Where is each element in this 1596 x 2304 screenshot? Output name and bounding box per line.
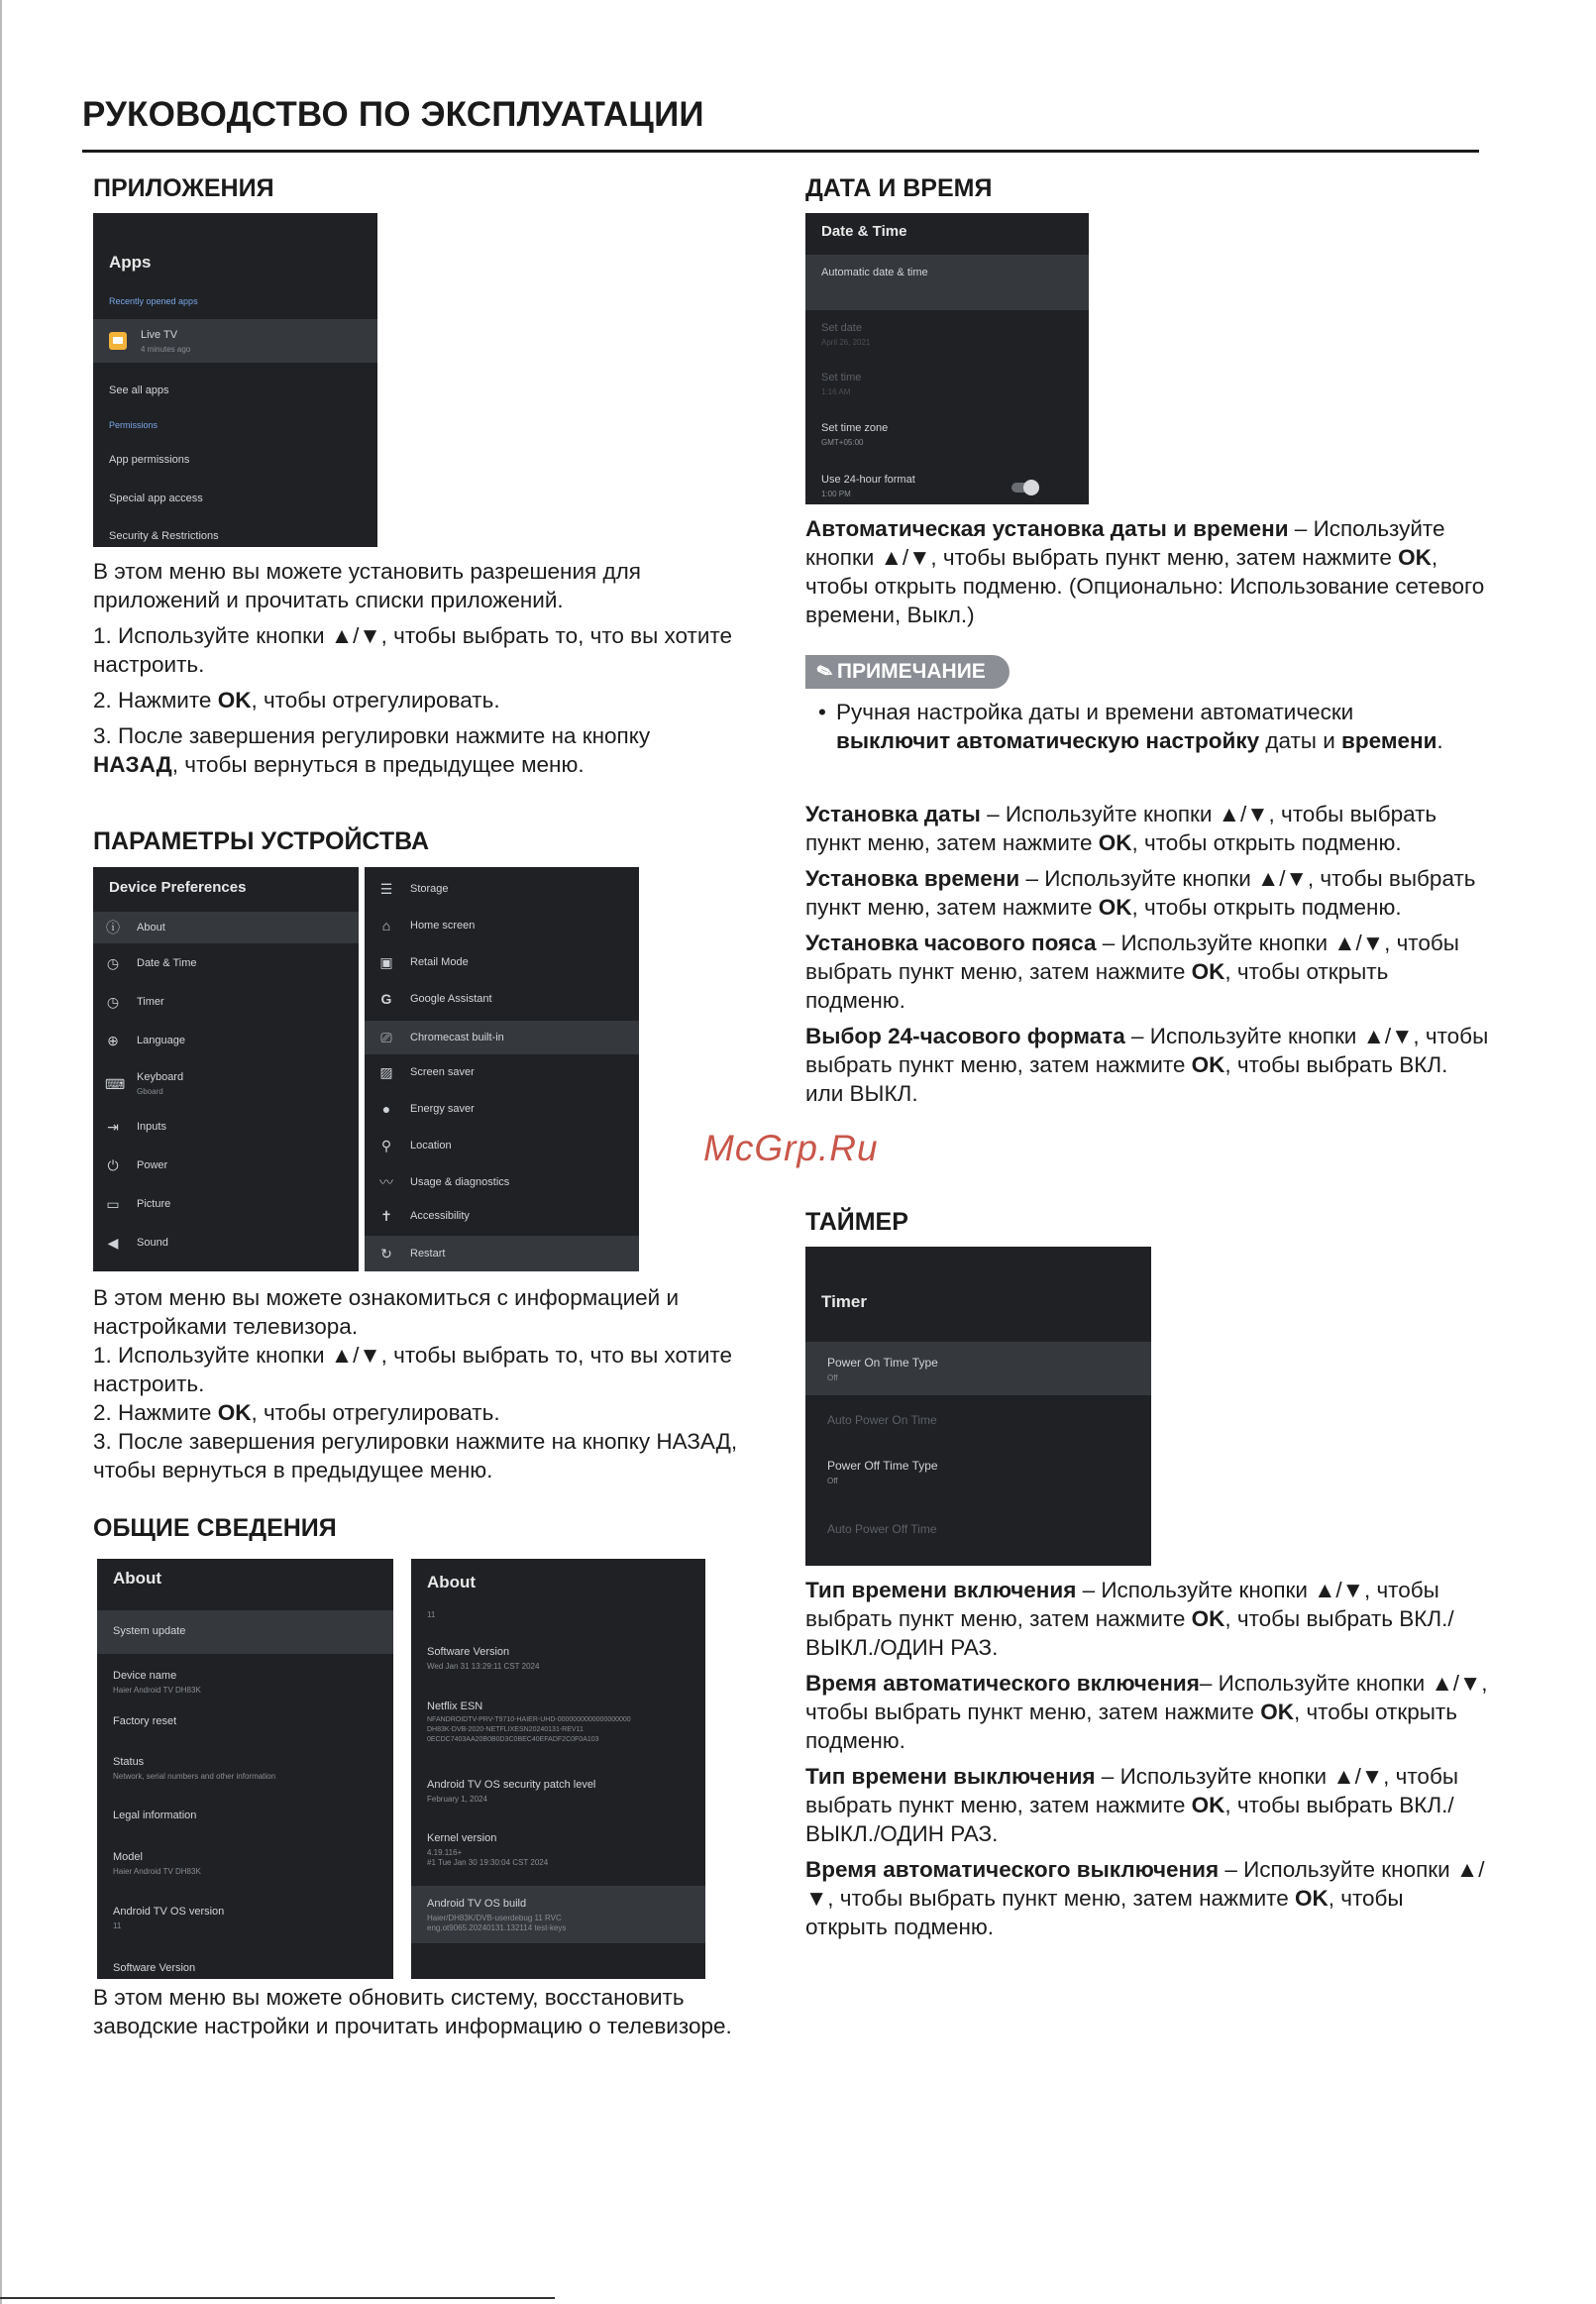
device-row-location: ⚲ Location: [365, 1132, 639, 1161]
about-factory-reset: Factory reset: [113, 1715, 177, 1727]
input-icon: ⇥: [107, 1119, 119, 1135]
lightbulb-icon: ●: [381, 1101, 391, 1117]
device-text-1: В этом меню вы можете ознакомиться с информацией и настройками телевизора.: [93, 1285, 680, 1339]
set-date-text: Установка даты – Используйте кнопки ▲/▼, чтобы выбрать пункт меню, затем нажмите OK, чтобы открыть подменю.: [805, 802, 1437, 855]
live-tv-label: Live TV: [141, 329, 178, 341]
datetime-time-zone: Set time zone: [821, 422, 889, 434]
about-device-name-sub: Haier Android TV DH83K: [113, 1686, 201, 1695]
about-status-sub: Network, serial numbers and other information: [113, 1772, 276, 1781]
datetime-auto-text: Автоматическая установка даты и времени – Используйте кнопки ▲/▼, чтобы выбрать пункт меню, затем нажмите OK, чтобы открыть подменю. (Опционально: Использование сетевого времени, Выкл.): [805, 516, 1485, 627]
about-netflix-sub-3: 0ECDC7403AA20B0B0D3C0BEC40EFADF2C0F0A103: [427, 1736, 599, 1743]
device-row-timer: ◷ Timer: [106, 994, 164, 1010]
about-status: Status: [113, 1756, 145, 1768]
datetime-set-time: Set time: [821, 372, 862, 384]
device-row-language: ⊕ Language: [93, 1029, 359, 1058]
live-tv-icon: [109, 332, 127, 350]
about-security-patch-sub: February 1, 2024: [427, 1795, 487, 1804]
device-prefs-right-screenshot: [365, 867, 639, 1271]
device-row-accessibility: ✝ Accessibility: [365, 1202, 639, 1232]
apps-step-1: 1. Используйте кнопки ▲/▼, чтобы выбрать то, что вы хотите настроить.: [93, 623, 732, 677]
about-kernel: Kernel version: [427, 1832, 497, 1844]
timer-text-1: Тип времени включения – Используйте кнопки ▲/▼, чтобы выбрать пункт меню, затем нажмите OK, чтобы выбрать ВКЛ./ВЫКЛ./ОДИН РАЗ.: [805, 1578, 1454, 1660]
datetime-heading: ДАТА И ВРЕМЯ: [805, 174, 993, 202]
bullet-dot: •: [818, 700, 826, 724]
datetime-row-auto: Automatic date & time: [805, 255, 1089, 310]
storage-icon: ☰: [379, 881, 393, 897]
about-right-title: About: [427, 1573, 477, 1591]
accessibility-icon: ✝: [380, 1208, 392, 1224]
datetime-format24: Use 24-hour format: [821, 474, 915, 486]
about-heading: ОБЩИЕ СВЕДЕНИЯ: [93, 1514, 337, 1542]
apps-screen-title: Apps: [109, 253, 152, 272]
apps-special-access: Special app access: [109, 493, 203, 504]
device-row-energy-saver: ● Energy saver: [365, 1095, 639, 1125]
set-timezone-text: Установка часового пояса – Используйте кнопки ▲/▼, чтобы выбрать пункт меню, затем нажмите OK, чтобы открыть подменю.: [805, 931, 1459, 1013]
datetime-set-time-sub: 1:16 AM: [821, 387, 851, 396]
page-title: РУКОВОДСТВО ПО ЭКСПЛУАТАЦИИ: [82, 95, 704, 134]
apps-section-permissions: Permissions: [109, 420, 159, 430]
note-text: Ручная настройка даты и времени автоматически выключит автоматическую настройку даты и времени.: [836, 700, 1443, 753]
timer-text-4: Время автоматического выключения – Используйте кнопки ▲/▼, чтобы выбрать пункт меню, затем нажмите OK, чтобы открыть подменю.: [805, 1857, 1485, 1939]
apps-intro: В этом меню вы можете установить разрешения для приложений и прочитать списки приложений.: [93, 559, 641, 612]
apps-section-recent: Recently opened apps: [109, 296, 198, 306]
about-netflix-sub-1: NFANDROIDTV-PRV-T9710-HAIER-UHD-0000000000000000000: [427, 1716, 631, 1723]
datetime-screenshot: [805, 213, 1089, 504]
timer-screenshot: [805, 1247, 1151, 1566]
device-row-sound: ◀ Sound: [93, 1231, 359, 1261]
power-plug-icon: ⏻: [107, 1157, 119, 1173]
location-pin-icon: ⚲: [380, 1138, 392, 1153]
about-software-version-sub: Wed Jan 31 13:29:11 CST 2024: [427, 1662, 540, 1671]
about-kernel-sub-2: #1 Tue Jan 30 19:30:04 CST 2024: [427, 1858, 549, 1867]
device-prefs-title: Device Preferences: [109, 879, 247, 896]
about-legal: Legal information: [113, 1810, 197, 1821]
about-os-version-sub: 11: [113, 1921, 122, 1930]
timer-screen-title: Timer: [821, 1292, 867, 1311]
cast-icon: ⎚: [380, 1030, 392, 1045]
about-device-name: Device name: [113, 1670, 177, 1682]
device-text-3: 2. Нажмите OK, чтобы отрегулировать.: [93, 1400, 500, 1425]
timer-text-2: Время автоматического включения– Используйте кнопки ▲/▼, чтобы выбрать пункт меню, затем нажмите OK, чтобы открыть подменю.: [805, 1671, 1488, 1753]
device-row-usage: 〰 Usage & diagnostics: [379, 1174, 510, 1190]
about-model: Model: [113, 1851, 143, 1863]
about-kernel-sub-1: 4.19.116+: [427, 1848, 463, 1857]
timer-text-3: Тип времени выключения – Используйте кнопки ▲/▼, чтобы выбрать пункт меню, затем нажмите OK, чтобы выбрать ВКЛ./ВЫКЛ./ОДИН РАЗ.: [805, 1764, 1459, 1846]
apps-heading: ПРИЛОЖЕНИЯ: [93, 174, 274, 202]
speaker-icon: ◀: [107, 1235, 119, 1251]
timer-off-type-sub: Off: [827, 1477, 838, 1485]
screen-saver-icon: ▨: [379, 1064, 393, 1080]
device-description: [93, 1283, 767, 1484]
footer-line: [0, 2297, 555, 2299]
apps-description: [93, 557, 737, 786]
monitor-icon: ▭: [106, 1196, 120, 1212]
set-time-text: Установка времени – Используйте кнопки ▲/▼, чтобы выбрать пункт меню, затем нажмите OK, чтобы открыть подменю.: [805, 866, 1476, 920]
apps-row-live-tv: [93, 319, 377, 363]
about-security-patch: Android TV OS security patch level: [427, 1779, 596, 1791]
device-row-date-time: ◷ Date & Time: [106, 955, 197, 971]
title-rule: [82, 150, 1479, 153]
apps-permissions: App permissions: [109, 454, 190, 466]
timer-details: [805, 1576, 1489, 1948]
timer-auto-on: Auto Power On Time: [827, 1413, 937, 1427]
note-badge: [805, 655, 1010, 689]
chart-line-icon: 〰: [379, 1174, 393, 1190]
about-netflix-esn: Netflix ESN: [427, 1701, 483, 1712]
about-row-system-update: System update: [97, 1610, 393, 1654]
watermark: McGrp.Ru: [703, 1128, 879, 1168]
note-bullet: [818, 698, 1452, 755]
device-row-home-screen: ⌂ Home screen: [365, 912, 639, 941]
device-row-screen-saver: ▨ Screen saver: [379, 1064, 475, 1080]
about-right-top-sub: 11: [427, 1610, 436, 1619]
timer-heading: ТАЙМЕР: [805, 1208, 908, 1236]
apps-security: Security & Restrictions: [109, 530, 219, 542]
note-label: ПРИМЕЧАНИЕ: [836, 660, 986, 683]
device-text-2: 1. Используйте кнопки ▲/▼, чтобы выбрать то, что вы хотите настроить.: [93, 1343, 732, 1396]
timer-auto-off: Auto Power Off Time: [827, 1522, 937, 1536]
device-text-4: 3. После завершения регулировки нажмите на кнопку НАЗАД, чтобы вернуться в предыдущее меню.: [93, 1429, 738, 1482]
about-software-version-left: Software Version: [113, 1962, 196, 1974]
info-icon: ⓘ: [106, 920, 120, 935]
datetime-format24-sub: 1:00 PM: [821, 490, 851, 498]
timer-row-on-type: Power On Time Type Off: [805, 1342, 1151, 1395]
about-netflix-sub-2: DH83K-DVB-2020-NETFLIXESN20240131-REV11: [427, 1726, 584, 1733]
restart-icon: ↻: [380, 1246, 392, 1262]
device-heading: ПАРАМЕТРЫ УСТРОЙСТВА: [93, 827, 430, 855]
device-row-google-assistant: G Google Assistant: [365, 985, 639, 1015]
page-edge: [0, 0, 2, 2304]
device-row-inputs: ⇥ Inputs: [93, 1115, 359, 1145]
apps-see-all: See all apps: [109, 384, 169, 396]
datetime-set-date-sub: April 26, 2021: [821, 338, 871, 347]
timer-off-type: Power Off Time Type: [827, 1459, 938, 1473]
apps-step-2: 2. Нажмите OK, чтобы отрегулировать.: [93, 688, 500, 713]
about-left-title: About: [113, 1569, 162, 1588]
about-model-sub: Haier Android TV DH83K: [113, 1867, 201, 1876]
timer-icon: ◷: [106, 994, 120, 1010]
datetime-set-date: Set date: [821, 322, 862, 334]
datetime-time-zone-sub: GMT+05:00: [821, 438, 864, 447]
camera-icon: ▣: [379, 954, 393, 970]
about-description: В этом меню вы можете обновить систему, восстановить заводские настройки и прочитать информацию о телевизоре.: [93, 1985, 732, 2038]
about-right-screenshot: [411, 1559, 705, 1979]
globe-icon: ⊕: [107, 1033, 119, 1048]
device-row-chromecast: ⎚ Chromecast built-in: [365, 1021, 639, 1054]
format24-text: Выбор 24-часового формата – Используйте кнопки ▲/▼, чтобы выбрать пункт меню, затем нажмите OK, чтобы выбрать ВКЛ. или ВЫКЛ.: [805, 1024, 1489, 1106]
about-row-build: Android TV OS build Haier/DH83K/DVB-userdebug 11 RVC eng.ot9065.20240131.132114 test-keys: [411, 1886, 705, 1943]
device-row-retail-mode: ▣ Retail Mode: [379, 954, 469, 970]
about-software-version: Software Version: [427, 1646, 510, 1658]
datetime-screen-title: Date & Time: [821, 223, 907, 240]
pencil-icon: ✎: [813, 659, 836, 686]
format24-toggle: [1011, 483, 1037, 493]
device-row-about: ⓘ About: [93, 912, 359, 943]
home-icon: ⌂: [381, 918, 391, 933]
about-os-version: Android TV OS version: [113, 1906, 225, 1918]
device-row-restart: ↻ Restart: [365, 1236, 639, 1271]
device-row-keyboard: ⌨ Keyboard Gboard: [105, 1071, 184, 1096]
clock-icon: ◷: [106, 955, 120, 971]
apps-screenshot: [93, 213, 377, 547]
datetime-details: [805, 800, 1489, 1115]
live-tv-sub: 4 minutes ago: [141, 345, 191, 354]
device-row-power: ⏻ Power: [93, 1153, 359, 1183]
device-prefs-left-screenshot: [93, 867, 359, 1271]
about-left-screenshot: [97, 1559, 393, 1979]
google-icon: G: [380, 991, 392, 1007]
keyboard-icon: ⌨: [105, 1076, 126, 1092]
device-row-storage: ☰ Storage: [379, 881, 449, 897]
device-row-picture: ▭ Picture: [106, 1196, 171, 1212]
apps-step-3: 3. После завершения регулировки нажмите на кнопку НАЗАД, чтобы вернуться в предыдущее меню.: [93, 723, 651, 777]
